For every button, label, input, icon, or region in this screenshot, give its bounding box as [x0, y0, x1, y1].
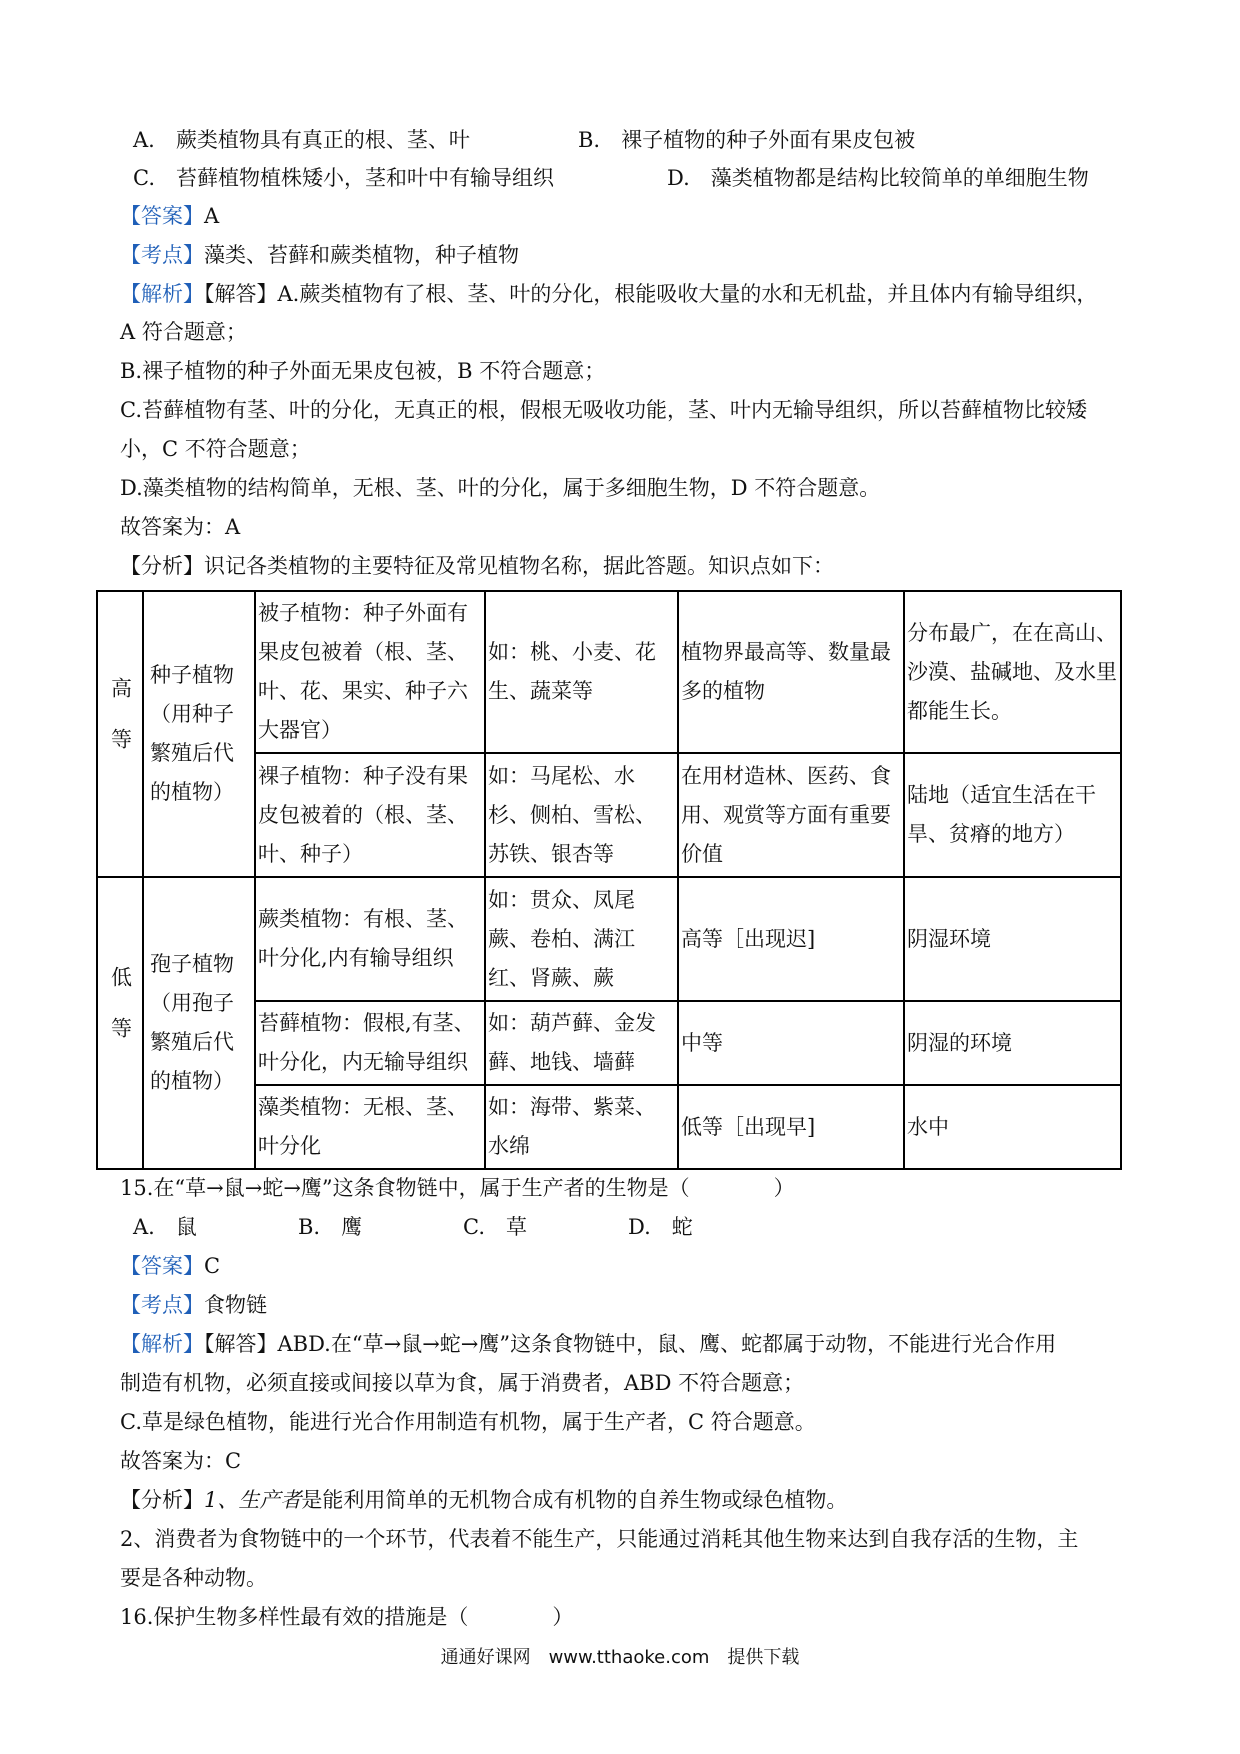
- q15-question: 15.在“草→鼠→蛇→鹰”这条食物链中，属于生产者的生物是（ ）: [120, 1176, 795, 1200]
- answer-value: C: [204, 1254, 221, 1278]
- q14-option-a: A. 蕨类植物具有真正的根、茎、叶: [133, 128, 470, 152]
- topic-tag: 【考点】: [120, 1293, 204, 1317]
- table-cell-feature: 蕨类植物：有根、茎、叶分化,内有输导组织: [255, 877, 485, 1001]
- table-cell-habitat: 阴湿的环境: [904, 1001, 1121, 1085]
- answer-tag: 【答案】: [120, 1254, 204, 1278]
- answer-tag: 【答案】: [120, 204, 204, 228]
- table-cell-feature: 裸子植物：种子没有果皮包被着的（根、茎、叶、种子）: [255, 753, 485, 877]
- q15-fenxi: [120, 1486, 847, 1514]
- table-cell-status: 低等［出现早]: [678, 1085, 904, 1169]
- q15-fenxi-line: 要是各种动物。: [120, 1566, 267, 1590]
- q16-question: 16.保护生物多样性最有效的措施是（ ）: [120, 1605, 574, 1629]
- q15-topic: [120, 1291, 267, 1319]
- group-spore-plants: 孢子植物（用孢子繁殖后代的植物）: [143, 877, 255, 1169]
- q14-fenxi: 【分析】识记各类植物的主要特征及常见植物名称，据此答题。知识点如下：: [120, 554, 834, 578]
- table-cell-habitat: 陆地（适宜生活在干旱、贫瘠的地方）: [904, 753, 1121, 877]
- q14-option-d: D. 藻类植物都是结构比较简单的单细胞生物: [667, 166, 1089, 190]
- table-cell-status: 中等: [678, 1001, 904, 1085]
- plant-classification-table: [96, 590, 1122, 1170]
- table-cell-status: 植物界最高等、数量最多的植物: [678, 591, 904, 753]
- q14-analysis-line: [120, 280, 1097, 308]
- table-cell-examples: 如：桃、小麦、花生、蔬菜等: [485, 591, 678, 753]
- q15-analysis-line: C.草是绿色植物，能进行光合作用制造有机物，属于生产者，C 符合题意。: [120, 1410, 816, 1434]
- table-cell-examples: 如：贯众、凤尾蕨、卷柏、满江红、肾蕨、蕨: [485, 877, 678, 1001]
- table-cell-feature: 苔藓植物：假根,有茎、叶分化，内无输导组织: [255, 1001, 485, 1085]
- q15-option-c: C. 草: [463, 1215, 527, 1239]
- q15-option-b: B. 鹰: [298, 1215, 363, 1239]
- q14-analysis-line: A 符合题意；: [120, 320, 247, 344]
- fenxi-tag: 【分析】: [120, 1488, 204, 1512]
- q14-analysis-line: B.裸子植物的种子外面无果皮包被，B 不符合题意；: [120, 359, 606, 383]
- q14-option-b: B. 裸子植物的种子外面有果皮包被: [578, 128, 916, 152]
- analysis-tag: 【解析】: [120, 282, 204, 306]
- group-seed-plants: 种子植物（用种子繁殖后代的植物）: [143, 591, 255, 877]
- q15-option-d: D. 蛇: [628, 1215, 693, 1239]
- table-cell-habitat: 分布最广，在在高山、沙漠、盐碱地、及水里都能生长。: [904, 591, 1121, 753]
- fenxi-italic: 1、生产者: [204, 1488, 302, 1512]
- topic-value: 食物链: [204, 1293, 267, 1317]
- q15-option-a: A. 鼠: [133, 1215, 197, 1239]
- q15-fenxi-line: 2、消费者为食物链中的一个环节，代表着不能生产，只能通过消耗其他生物来达到自我存活的生物，主: [120, 1527, 1079, 1551]
- q14-option-c: C. 苔藓植物植株矮小，茎和叶中有输导组织: [133, 166, 554, 190]
- q14-topic: [120, 241, 519, 269]
- analysis-tag: 【解析】: [120, 1332, 204, 1356]
- table-cell-habitat: 水中: [904, 1085, 1121, 1169]
- analysis-text: 【解答】A.蕨类植物有了根、茎、叶的分化，根能吸收大量的水和无机盐，并且体内有输导组织，: [204, 282, 1098, 306]
- q14-answer: [120, 202, 219, 230]
- table-cell-feature: 被子植物：种子外面有果皮包被着（根、茎、叶、花、果实、种子六大器官）: [255, 591, 485, 753]
- analysis-text: 【解答】ABD.在“草→鼠→蛇→鹰”这条食物链中，鼠、鹰、蛇都属于动物，不能进行光合作用: [204, 1332, 1057, 1356]
- level-high: 高等: [97, 591, 143, 877]
- answer-value: A: [204, 204, 220, 228]
- table-cell-feature: 藻类植物：无根、茎、叶分化: [255, 1085, 485, 1169]
- q15-analysis-line: 制造有机物，必须直接或间接以草为食，属于消费者，ABD 不符合题意；: [120, 1371, 805, 1395]
- page-footer: 通通好课网 www.tthaoke.com 提供下载: [440, 1647, 800, 1668]
- topic-value: 藻类、苔藓和蕨类植物，种子植物: [204, 243, 519, 267]
- table-cell-examples: 如：马尾松、水杉、侧柏、雪松、苏铁、银杏等: [485, 753, 678, 877]
- table-cell-examples: 如：葫芦藓、金发藓、地钱、墙藓: [485, 1001, 678, 1085]
- table-cell-status: 在用材造林、医药、食用、观赏等方面有重要价值: [678, 753, 904, 877]
- q14-analysis-line: D.藻类植物的结构简单，无根、茎、叶的分化，属于多细胞生物，D 不符合题意。: [120, 476, 881, 500]
- level-low: 低等: [97, 877, 143, 1169]
- fenxi-text: 是能利用简单的无机物合成有机物的自养生物或绿色植物。: [301, 1488, 848, 1512]
- table-cell-habitat: 阴湿环境: [904, 877, 1121, 1001]
- topic-tag: 【考点】: [120, 243, 204, 267]
- table-cell-examples: 如：海带、紫菜、水绵: [485, 1085, 678, 1169]
- q15-analysis-line: [120, 1330, 1056, 1358]
- q14-analysis-line: C.苔藓植物有茎、叶的分化，无真正的根，假根无吸收功能，茎、叶内无输导组织，所以苔藓植物比较矮: [120, 398, 1087, 422]
- q14-analysis-line: 小，C 不符合题意；: [120, 437, 311, 461]
- table-cell-status: 高等［出现迟]: [678, 877, 904, 1001]
- q15-answer: [120, 1252, 220, 1280]
- q15-analysis-line: 故答案为：C: [120, 1449, 242, 1473]
- q14-analysis-line: 故答案为：A: [120, 515, 241, 539]
